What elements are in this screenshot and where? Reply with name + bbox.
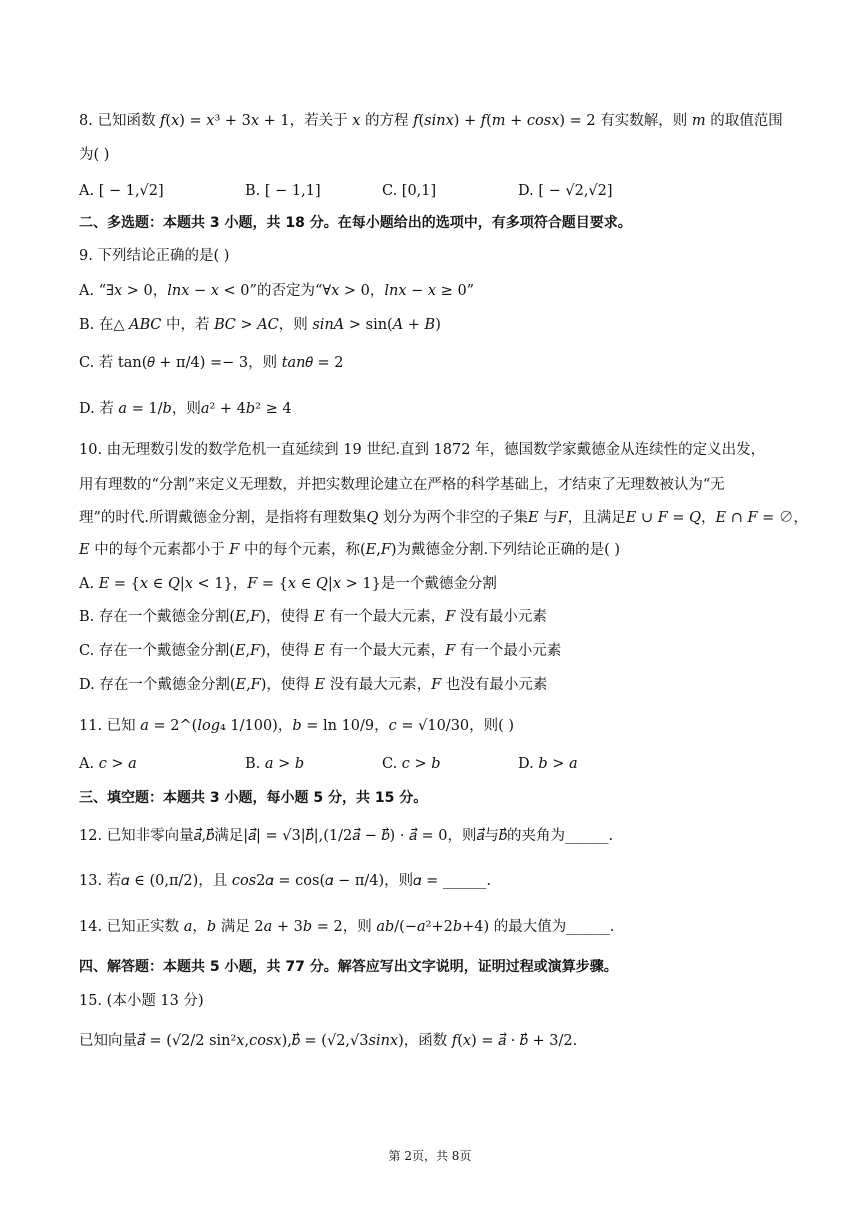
q8-option-c: C. [0,1] bbox=[382, 183, 437, 199]
q10-option-c: C. 存在一个戴德金分割(𝐸,𝐹)，使得 𝐸 有一个最大元素，𝐹 有一个最小元素 bbox=[79, 643, 562, 659]
q8-option-a: A. [ − 1,√2] bbox=[79, 183, 164, 199]
q11-stem: 11. 已知 𝑎 = 2^(𝑙𝑜𝑔₄ 1/100)，𝑏 = ln 10/9，𝑐 = √10/30，则( ) bbox=[79, 718, 515, 734]
q11-option-c: C. 𝑐 > 𝑏 bbox=[382, 756, 441, 772]
q15-header: 15. (本小题 13 分) bbox=[79, 993, 204, 1009]
q10-stem-line2: 用有理数的“分割”来定义无理数，并把实数理论建立在严格的科学基础上，才结束了无理数被认为“无 bbox=[79, 477, 725, 493]
q11-option-a: A. 𝑐 > 𝑎 bbox=[79, 756, 137, 772]
q8-option-d: D. [ − √2,√2] bbox=[518, 183, 613, 199]
q10-stem-line4: 𝐸 中的每个元素都小于 𝐹 中的每个元素，称(𝐸,𝐹)为戴德金分割.下列结论正确的是( ) bbox=[79, 542, 621, 558]
q9-option-a: A. “∃𝑥 > 0，𝑙𝑛𝑥 − 𝑥 < 0”的否定为“∀𝑥 > 0，𝑙𝑛𝑥 − 𝑥 ≥ 0” bbox=[79, 283, 475, 299]
q9-option-b: B. 在△ 𝐴𝐵𝐶 中，若 𝐵𝐶 > 𝐴𝐶，则 𝑠𝑖𝑛𝐴 > sin(𝐴 + 𝐵) bbox=[79, 317, 441, 333]
section-heading-fill-in: 三、填空题：本题共 3 小题，每小题 5 分，共 15 分。 bbox=[79, 790, 428, 806]
q8-option-b: B. [ − 1,1] bbox=[245, 183, 321, 199]
q11-option-d: D. 𝑏 > 𝑎 bbox=[518, 756, 578, 772]
q10-option-d: D. 存在一个戴德金分割(𝐸,𝐹)，使得 𝐸 没有最大元素，𝐹 也没有最小元素 bbox=[79, 677, 548, 693]
section-heading-multiple-choice: 二、多选题：本题共 3 小题，共 18 分。在每小题给出的选项中，有多项符合题目要求。 bbox=[79, 215, 632, 231]
q15-body: 已知向量𝑎⃗ = (√2/2 sin²𝑥,𝑐𝑜𝑠𝑥),𝑏⃗ = (√2,√3𝑠𝑖𝑛𝑥)，函数 𝑓(𝑥) = 𝑎⃗ · 𝑏⃗ + 3/2. bbox=[79, 1033, 578, 1049]
q9-option-d: D. 若 𝑎 = 1/𝑏，则𝑎² + 4𝑏² ≥ 4 bbox=[79, 401, 292, 417]
section-heading-solutions: 四、解答题：本题共 5 小题，共 77 分。解答应写出文字说明，证明过程或演算步骤。 bbox=[79, 959, 618, 975]
q8-stem-line2: 为( ) bbox=[79, 147, 110, 163]
q11-option-b: B. 𝑎 > 𝑏 bbox=[245, 756, 305, 772]
page-footer: 第 2页，共 8页 bbox=[388, 1149, 472, 1163]
q10-option-a: A. 𝐸 = {𝑥 ∈ 𝑄|𝑥 < 1}，𝐹 = {𝑥 ∈ 𝑄|𝑥 > 1}是一个戴德金分割 bbox=[79, 576, 497, 592]
q9-option-c: C. 若 tan(𝜃 + π/4) =− 3，则 𝑡𝑎𝑛𝜃 = 2 bbox=[79, 355, 344, 371]
q10-option-b: B. 存在一个戴德金分割(𝐸,𝐹)，使得 𝐸 有一个最大元素，𝐹 没有最小元素 bbox=[79, 609, 547, 625]
q8-stem-line1: 8. 已知函数 𝑓(𝑥) = 𝑥³ + 3𝑥 + 1，若关于 𝑥 的方程 𝑓(𝑠𝑖𝑛𝑥) + 𝑓(𝑚 + 𝑐𝑜𝑠𝑥) = 2 有实数解，则 𝑚 的取值范围 bbox=[79, 113, 783, 129]
q10-stem-line3: 理”的时代.所谓戴德金分割，是指将有理数集𝑄 划分为两个非空的子集𝐸 与𝐹，且满足𝐸 ∪ 𝐹 = 𝑄，𝐸 ∩ 𝐹 = ∅， bbox=[79, 510, 808, 526]
q10-stem-line1: 10. 由无理数引发的数学危机一直延续到 19 世纪.直到 1872 年，德国数学家戴德金从连续性的定义出发， bbox=[79, 442, 766, 458]
q13-stem: 13. 若𝛼 ∈ (0,π/2)，且 𝑐𝑜𝑠2𝛼 = cos(𝛼 − π/4)，则𝛼 = ______. bbox=[79, 873, 492, 889]
q9-stem: 9. 下列结论正确的是( ) bbox=[79, 248, 230, 264]
q14-stem: 14. 已知正实数 𝑎，𝑏 满足 2𝑎 + 3𝑏 = 2，则 𝑎𝑏/(−𝑎²+2𝑏+4) 的最大值为______. bbox=[79, 919, 615, 935]
q12-stem: 12. 已知非零向量𝑎⃗,𝑏⃗满足|𝑎⃗| = √3|𝑏⃗|,(1/2𝑎⃗ − 𝑏⃗) · 𝑎⃗ = 0，则𝑎⃗与𝑏⃗的夹角为______. bbox=[79, 828, 614, 844]
